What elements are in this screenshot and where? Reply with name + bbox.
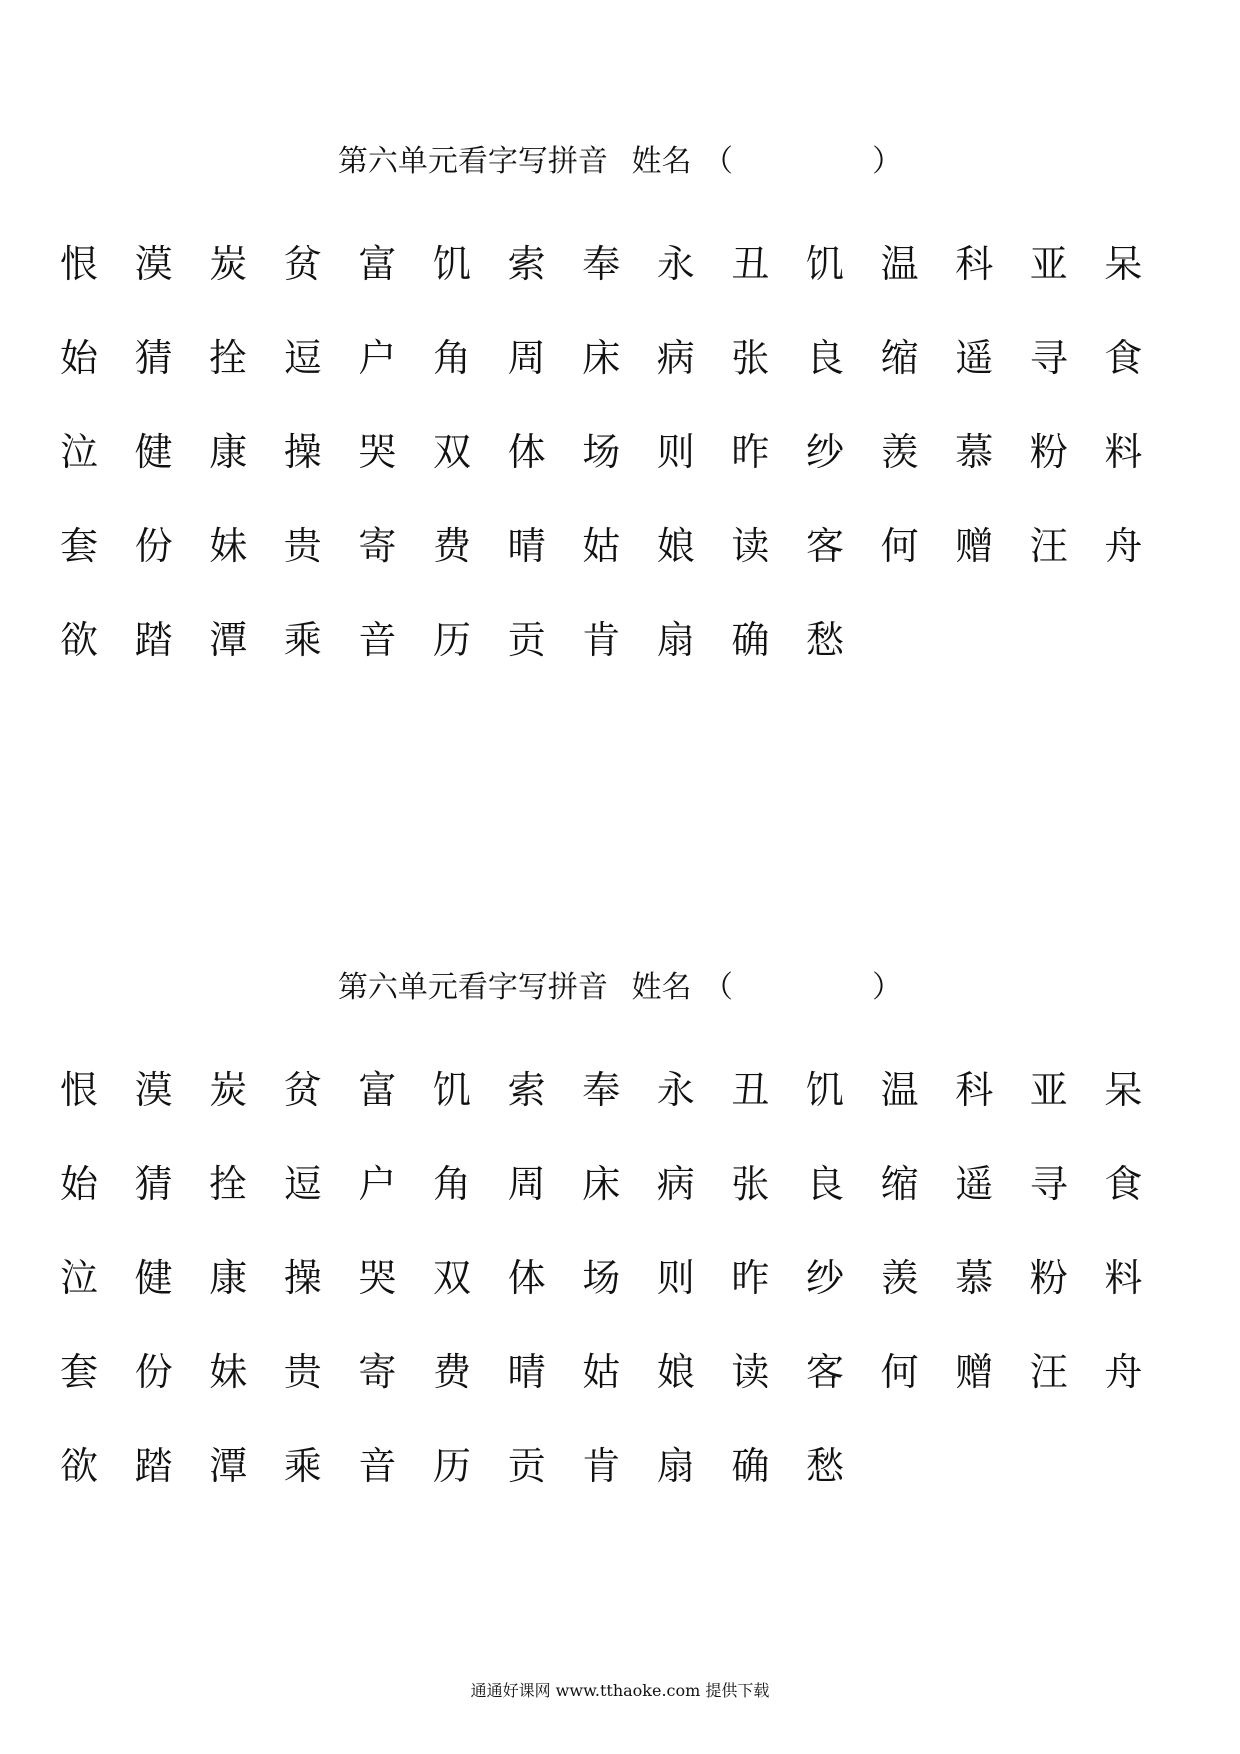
character-cell: 读 [731,1350,770,1394]
character-row [60,1436,1180,1530]
character-cell: 寻 [1029,336,1068,380]
name-label: 姓名 [631,970,692,1005]
character-cell: 晴 [507,524,546,568]
character-row [60,516,1180,610]
character-cell: 套 [60,1350,99,1394]
character-cell: 床 [582,336,621,380]
character-cell: 科 [955,242,994,286]
character-cell: 则 [656,1256,695,1300]
character-cell: 食 [1104,336,1143,380]
character-row [60,610,1180,704]
character-cell: 逗 [283,336,322,380]
character-cell: 场 [582,430,621,474]
character-cell: 病 [656,1162,695,1206]
character-cell: 料 [1104,1256,1143,1300]
character-cell: 良 [806,336,845,380]
character-row [60,234,1180,328]
character-cell: 炭 [209,1068,248,1112]
character-cell: 饥 [433,242,472,286]
character-cell: 寄 [358,524,397,568]
character-cell: 泣 [60,430,99,474]
character-cell: 饥 [806,1068,845,1112]
name-blank-field[interactable] [743,148,863,178]
character-cell: 体 [507,1256,546,1300]
character-cell: 舟 [1104,524,1143,568]
character-cell: 汪 [1029,524,1068,568]
character-cell: 音 [358,618,397,662]
character-cell: 赠 [955,524,994,568]
character-cell: 恨 [60,242,99,286]
character-cell: 贫 [283,242,322,286]
character-cell: 角 [433,336,472,380]
character-cell: 床 [582,1162,621,1206]
character-cell: 纱 [806,1256,845,1300]
character-cell: 娘 [656,1350,695,1394]
character-cell: 娘 [656,524,695,568]
character-cell: 富 [358,1068,397,1112]
character-cell: 纱 [806,430,845,474]
character-row [60,1060,1180,1154]
name-paren-open: （ [703,144,733,179]
character-cell: 愁 [806,1444,845,1488]
character-cell: 恨 [60,1068,99,1112]
character-cell: 扇 [656,1444,695,1488]
character-cell: 康 [209,1256,248,1300]
character-cell: 愁 [806,618,845,662]
name-label: 姓名 [631,144,692,179]
character-cell: 舟 [1104,1350,1143,1394]
character-cell: 周 [507,1162,546,1206]
character-cell: 遥 [955,336,994,380]
character-cell: 良 [806,1162,845,1206]
character-cell: 永 [656,1068,695,1112]
character-row [60,1342,1180,1436]
character-cell: 妹 [209,1350,248,1394]
character-cell: 食 [1104,1162,1143,1206]
character-cell: 饥 [433,1068,472,1112]
character-cell: 潭 [209,1444,248,1488]
name-paren-open: （ [703,970,733,1005]
character-cell: 呆 [1104,1068,1143,1112]
character-cell: 操 [283,430,322,474]
footer-credit: 通通好课网 www.tthaoke.com 提供下载 [470,1681,770,1700]
character-cell: 确 [731,1444,770,1488]
character-cell: 病 [656,336,695,380]
character-cell: 奉 [582,242,621,286]
character-cell: 康 [209,430,248,474]
character-cell: 户 [358,336,397,380]
character-cell: 哭 [358,430,397,474]
character-cell: 晴 [507,1350,546,1394]
character-cell: 丑 [731,1068,770,1112]
character-cell: 何 [880,1350,919,1394]
character-cell: 场 [582,1256,621,1300]
character-cell: 体 [507,430,546,474]
character-cell: 肯 [582,618,621,662]
character-cell: 费 [433,524,472,568]
character-cell: 角 [433,1162,472,1206]
worksheet-title: 第六单元看字写拼音 [337,144,608,179]
name-paren-close: ） [872,970,903,1005]
character-cell: 踏 [134,618,173,662]
character-cell: 料 [1104,430,1143,474]
character-cell: 呆 [1104,242,1143,286]
character-cell: 慕 [955,430,994,474]
character-cell: 份 [134,1350,173,1394]
character-cell: 套 [60,524,99,568]
character-cell: 贫 [283,1068,322,1112]
character-row [60,328,1180,422]
character-cell: 踏 [134,1444,173,1488]
character-cell: 贡 [507,1444,546,1488]
character-cell: 历 [433,1444,472,1488]
character-cell: 确 [731,618,770,662]
character-cell: 亚 [1029,242,1068,286]
character-cell: 欲 [60,618,99,662]
character-cell: 何 [880,524,919,568]
character-cell: 欲 [60,1444,99,1488]
character-grid [60,1060,1180,1530]
character-cell: 温 [880,242,919,286]
character-cell: 炭 [209,242,248,286]
character-cell: 饥 [806,242,845,286]
character-cell: 潭 [209,618,248,662]
character-row [60,1154,1180,1248]
character-cell: 始 [60,336,99,380]
character-cell: 乘 [283,1444,322,1488]
character-cell: 哭 [358,1256,397,1300]
character-cell: 姑 [582,1350,621,1394]
character-cell: 始 [60,1162,99,1206]
character-cell: 费 [433,1350,472,1394]
character-cell: 慕 [955,1256,994,1300]
character-cell: 音 [358,1444,397,1488]
character-cell: 拴 [209,336,248,380]
character-cell: 贵 [283,1350,322,1394]
character-cell: 奉 [582,1068,621,1112]
character-cell: 富 [358,242,397,286]
character-cell: 健 [134,1256,173,1300]
character-cell: 羡 [880,430,919,474]
character-cell: 份 [134,524,173,568]
character-cell: 操 [283,1256,322,1300]
character-cell: 亚 [1029,1068,1068,1112]
character-cell: 粉 [1029,1256,1068,1300]
character-cell: 粉 [1029,430,1068,474]
character-cell: 昨 [731,430,770,474]
character-cell: 索 [507,1068,546,1112]
character-cell: 遥 [955,1162,994,1206]
character-cell: 双 [433,1256,472,1300]
worksheet-title-row [0,142,1240,182]
character-cell: 拴 [209,1162,248,1206]
character-cell: 猜 [134,336,173,380]
name-paren-close: ） [872,144,903,179]
character-row [60,422,1180,516]
character-cell: 读 [731,524,770,568]
character-cell: 双 [433,430,472,474]
character-cell: 缩 [880,1162,919,1206]
worksheet-title-row [0,968,1240,1008]
character-cell: 泣 [60,1256,99,1300]
character-cell: 羡 [880,1256,919,1300]
character-cell: 扇 [656,618,695,662]
character-cell: 张 [731,336,770,380]
character-cell: 妹 [209,524,248,568]
character-cell: 汪 [1029,1350,1068,1394]
character-cell: 漠 [134,242,173,286]
character-cell: 贡 [507,618,546,662]
character-cell: 丑 [731,242,770,286]
character-cell: 客 [806,524,845,568]
character-cell: 户 [358,1162,397,1206]
character-cell: 肯 [582,1444,621,1488]
character-cell: 漠 [134,1068,173,1112]
character-cell: 则 [656,430,695,474]
character-cell: 赠 [955,1350,994,1394]
character-cell: 客 [806,1350,845,1394]
character-cell: 健 [134,430,173,474]
character-cell: 寄 [358,1350,397,1394]
character-cell: 姑 [582,524,621,568]
character-cell: 温 [880,1068,919,1112]
character-cell: 乘 [283,618,322,662]
worksheet-title: 第六单元看字写拼音 [337,970,608,1005]
character-cell: 科 [955,1068,994,1112]
character-cell: 永 [656,242,695,286]
character-cell: 周 [507,336,546,380]
character-row [60,1248,1180,1342]
character-cell: 贵 [283,524,322,568]
character-grid [60,234,1180,704]
character-cell: 张 [731,1162,770,1206]
character-cell: 寻 [1029,1162,1068,1206]
name-blank-field[interactable] [743,974,863,1004]
character-cell: 逗 [283,1162,322,1206]
character-cell: 猜 [134,1162,173,1206]
character-cell: 历 [433,618,472,662]
character-cell: 缩 [880,336,919,380]
character-cell: 昨 [731,1256,770,1300]
character-cell: 索 [507,242,546,286]
